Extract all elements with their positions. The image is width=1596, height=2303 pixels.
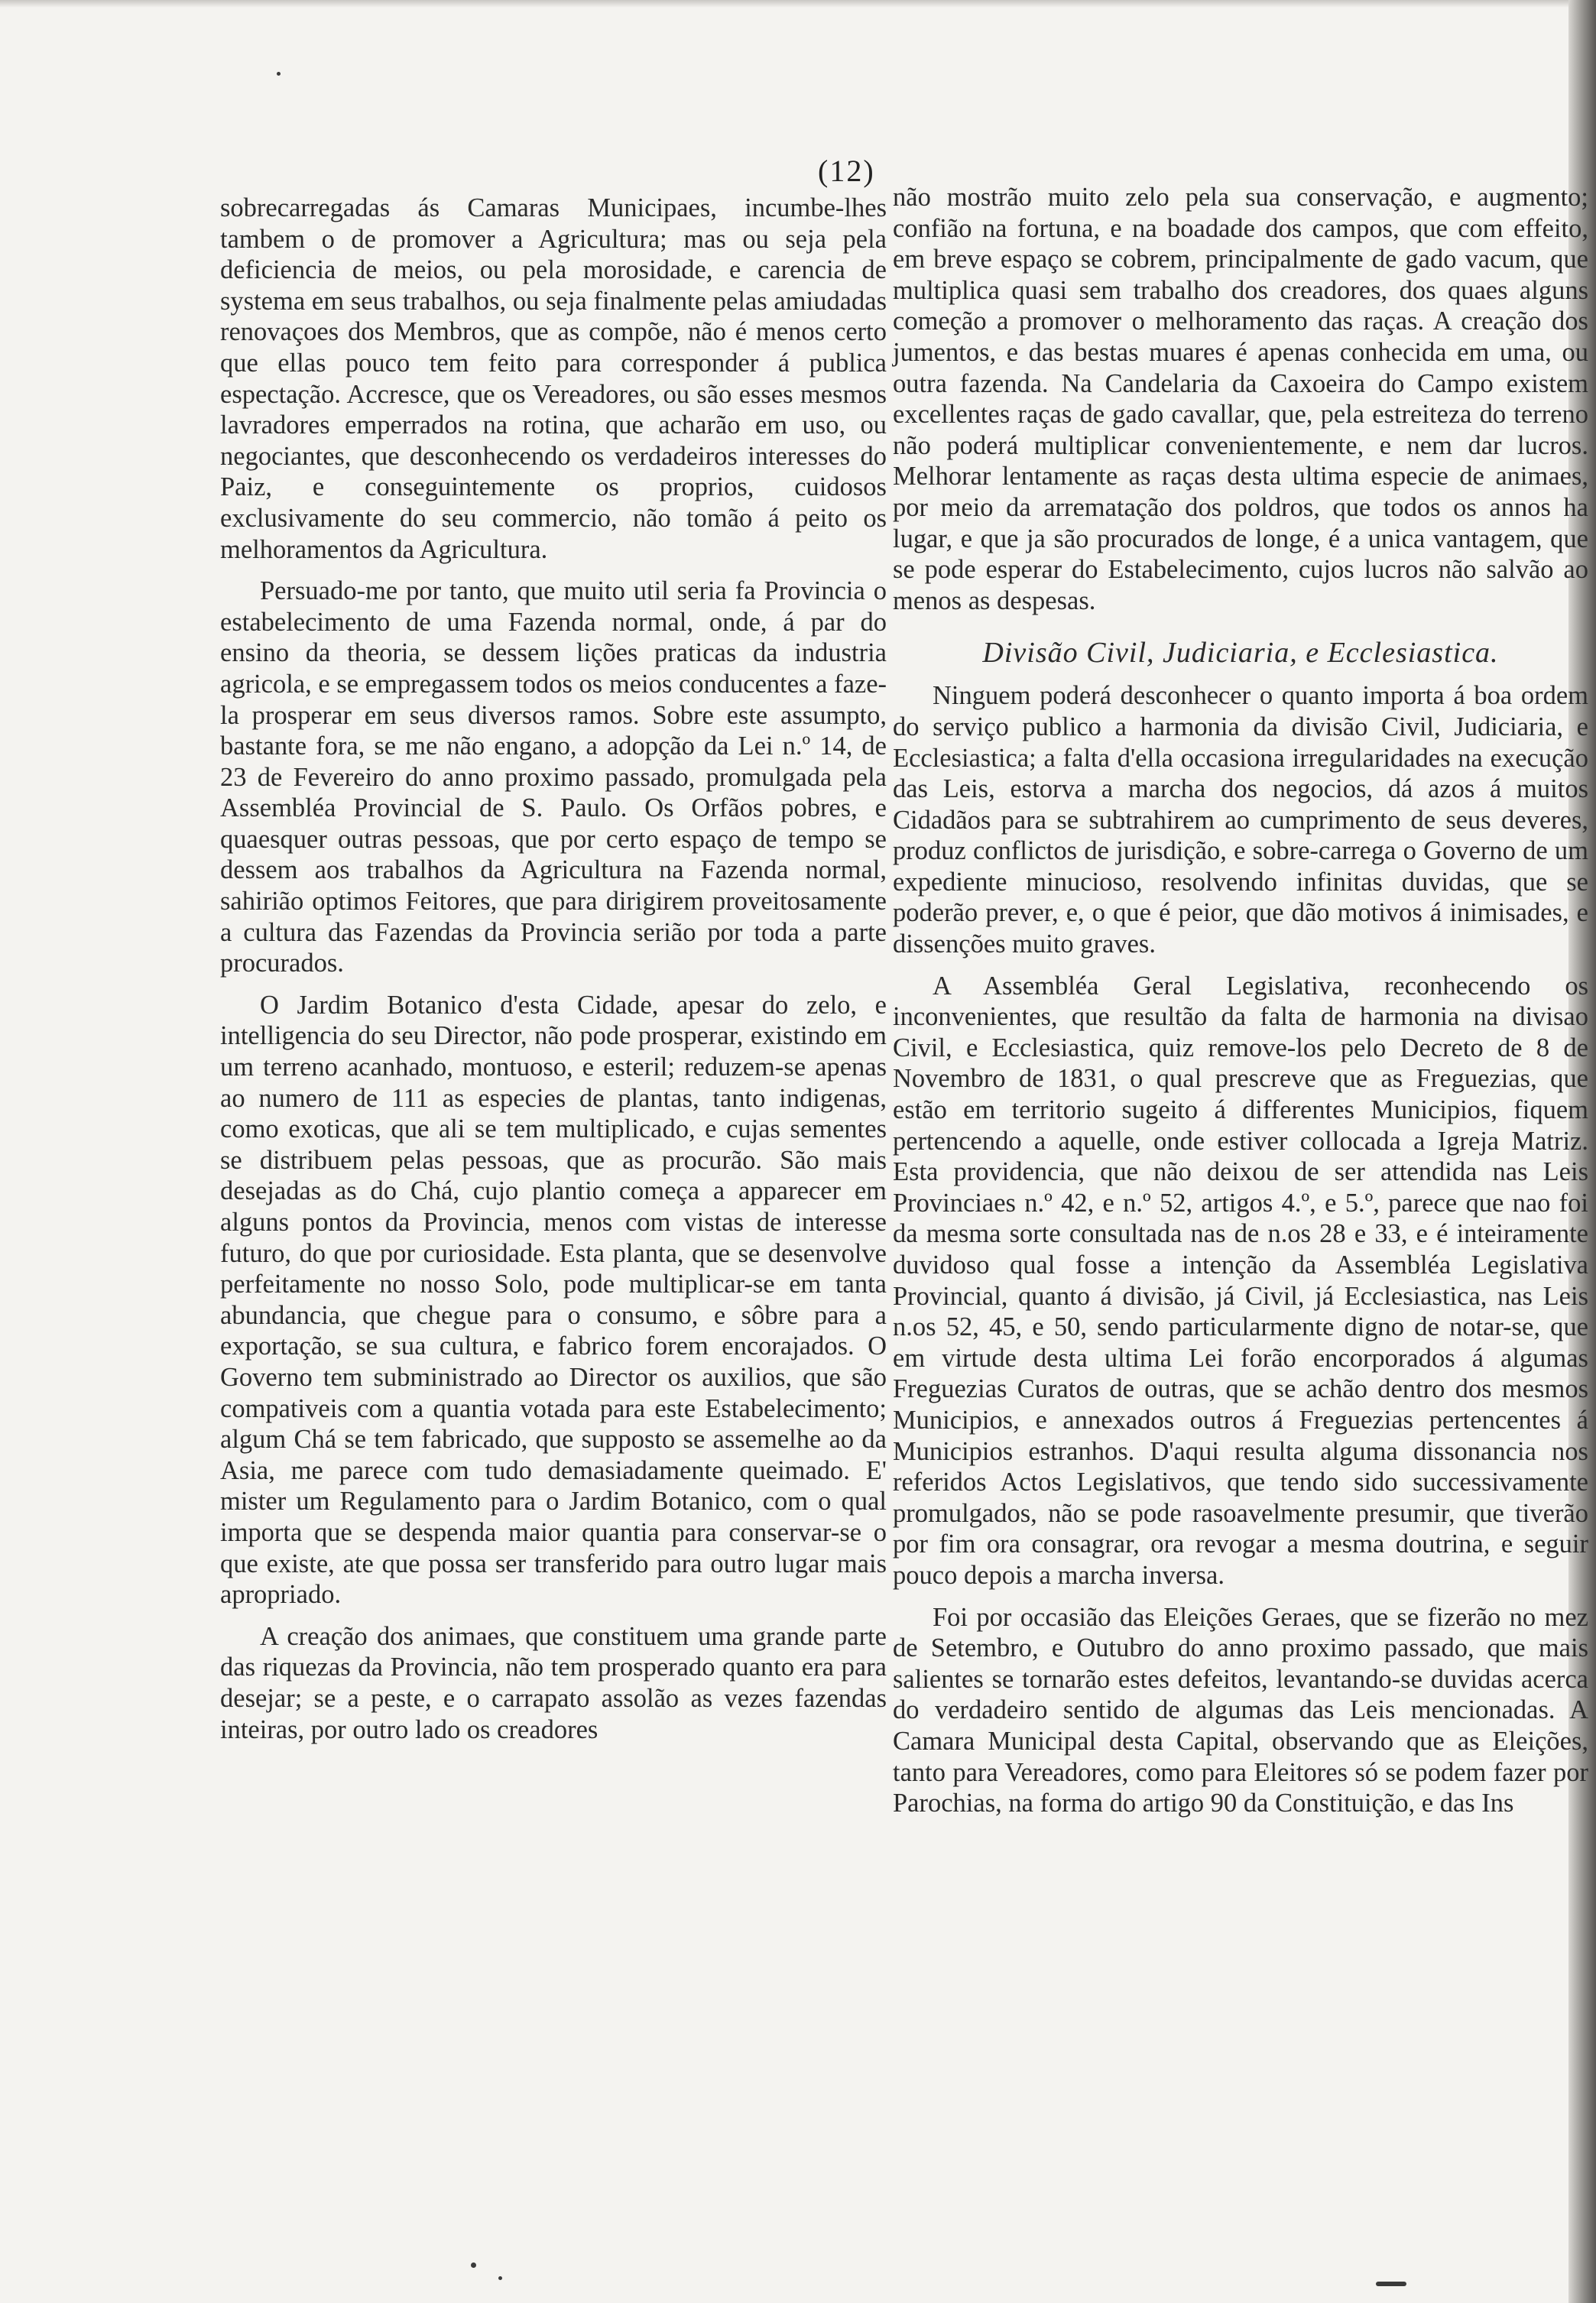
paragraph: Ninguem poderá desconhecer o quanto importa á boa ordem do serviço publico a harmonia da divisão Civil, Judiciaria, e Ecclesiastica; a falta d'ella occasiona irregularidades na execução das Leis, estorva a marcha dos negocios, dá azos á muitos Cidadãos para se subtrahirem ao cumprimento de seus deveres, produz conflictos de jurisdição, e sobre-carrega o Governo de um expediente minucioso, resolvendo infinitas duvidas, que se poderão prever, e, o que é peior, que dão motivos á inimisades, e dissenções muito graves.: [893, 681, 1588, 959]
paragraph: A creação dos animaes, que constituem uma grande parte das riquezas da Provincia, não tem prosperado quanto era para desejar; se a peste, e o carrapato assolão as vezes fazendas inteiras, por outro lado os creadores: [220, 1621, 887, 1744]
right-column: [893, 182, 1588, 1830]
paragraph: O Jardim Botanico d'esta Cidade, apesar do zelo, e intelligencia do seu Director, não pode prosperar, existindo em um terreno acanhado, montuoso, e esteril; reduzem-se apenas ao numero de 111 as especies de plantas, tanto indigenas, como exoticas, que ali se tem multiplicado, e cujas sementes se distribuem pelas pessoas, que as procurão. São mais desejadas as do Chá, cujo plantio começa a apparecer em alguns pontos da Provincia, menos com vistas de interesse futuro, do que por curiosidade. Esta planta, que se desenvolve perfeitamente no nosso Solo, pode multiplicar-se em tanta abundancia, que chegue para o consumo, e sôbre para a exportação, se sua cultura, e fabrico forem encorajados. O Governo tem subministrado ao Director os auxilios, que são compativeis com a quantia votada para este Estabelecimento; algum Chá se tem fabricado, que supposto se assemelhe ao da Asia, me parece com tudo demasiadamente queimado. E' mister um Regulamento para o Jardim Botanico, com o qual importa que se despenda maior quantia para conservar-se o que existe, ate que possa ser transferido para outro lugar mais apropriado.: [220, 990, 887, 1610]
ink-speck: [1376, 2282, 1406, 2286]
ink-speck: [498, 2276, 502, 2280]
ink-speck: [471, 2262, 476, 2268]
ink-speck: [277, 72, 281, 76]
paragraph: Persuado-me por tanto, que muito util seria fa Provincia o estabelecimento de uma Fazenda normal, onde, á par do ensino da theoria, se dessem lições praticas da industria agricola, e se empregassem todos os meios conducentes a faze-la prosperar em seus diversos ramos. Sobre este assumpto, bastante fora, se me não engano, a adopção da Lei n.º 14, de 23 de Fevereiro do anno proximo passado, promulgada pela Assembléa Provincial de S. Paulo. Os Orfãos pobres, e quaesquer outras pessoas, que por certo espaço de tempo se dessem aos trabalhos da Agricultura na Fazenda normal, sahirião optimos Feitores, que para dirigirem proveitosamente a cultura das Fazendas da Provincia serião por toda a parte procurados.: [220, 576, 887, 978]
section-heading: Divisão Civil, Judiciaria, e Ecclesiastica.: [982, 637, 1499, 670]
paragraph: não mostrão muito zelo pela sua conservação, e augmento; confião na fortuna, e na boadade dos campos, que com effeito, em breve espaço se cobrem, principalmente de gado vacum, que multiplica quasi sem trabalho dos creadores, dos quaes alguns começão a promover o melhoramento das raças. A creação dos jumentos, e das bestas muares é apenas conhecida em uma, ou outra fazenda. Na Candelaria da Caxoeira do Campo existem excellentes raças de gado cavallar, que, pela estreiteza do terreno não poderá multiplicar convenientemente, e nem dar lucros. Melhorar lentamente as raças desta ultima especie de animaes, por meio da arrematação dos poldros, que todos os annos ha lugar, e que ja são procurados de longe, é a unica vantagem, que se pode esperar do Estabelecimento, cujos lucros não salvão ao menos as despesas.: [893, 183, 1588, 615]
left-column: [220, 193, 887, 1756]
page-number: (12): [818, 154, 875, 188]
paragraph: A Assembléa Geral Legislativa, reconhecendo os inconvenientes, que resultão da falta de harmonia na divisao Civil, e Ecclesiastica, quiz remove-los pelo Decreto de 8 de Novembro de 1831, o qual prescreve que as Freguezias, que estão em territorio sugeito á differentes Municipios, fiquem pertencendo a aquelle, onde estiver collocada a Igreja Matriz. Esta providencia, que não deixou de ser attendida nas Leis Provinciaes n.º 42, e n.º 52, artigos 4.º, e 5.º, parece que nao foi da mesma sorte consultada nas de n.os 28 e 33, e é inteiramente duvidoso qual fosse a intenção da Assembléa Legislativa Provincial, quanto á divisão, já Civil, já Ecclesiastica, nas Leis n.os 52, 45, e 50, sendo particularmente digno de notar-se, que em virtude desta ultima Lei forão encorporados á algumas Freguezias Curatos de outras, que se achão dentro dos mesmos Municipios, e annexados outros á Freguezias pertencentes á Municipios estranhos. D'aqui resulta alguma dissonancia nos referidos Actos Legislativos, que tendo sido successivamente promulgados, não se pode rasoavelmente presumir, que tiverão por fim ora consagrar, ora revogar a mesma doutrina, e seguir pouco depois a marcha inversa.: [893, 971, 1588, 1590]
paragraph: sobrecarregadas ás Camaras Municipaes, incumbe-lhes tambem o de promover a Agricultura; mas ou seja pela deficiencia de meios, ou pela morosidade, e carencia de systema em seus trabalhos, ou seja finalmente pelas amiudadas renovaçoes dos Membros, que as compõe, não é menos certo que ellas pouco tem feito para corresponder á publica espectação. Accresce, que os Vereadores, ou são esses mesmos lavradores emperrados na rotina, que acharão em uso, ou negociantes, que desconhecendo os verdadeiros interesses do Paiz, e conseguintemente os proprios, cuidosos exclusivamente do seu commercio, não tomão á peito os melhoramentos da Agricultura.: [220, 193, 887, 564]
paragraph: Foi por occasião das Eleições Geraes, que se fizerão no mez de Setembro, e Outubro do anno proximo passado, que mais salientes se tornarão estes defeitos, levantando-se duvidas acerca do verdadeiro sentido de algumas das Leis mencionadas. A Camara Municipal desta Capital, observando que as Eleições, tanto para Vereadores, como para Eleitores só se podem fazer por Parochias, na forma do artigo 90 da Constituição, e das Ins: [893, 1602, 1588, 1818]
page-top-shadow: [0, 0, 1596, 8]
